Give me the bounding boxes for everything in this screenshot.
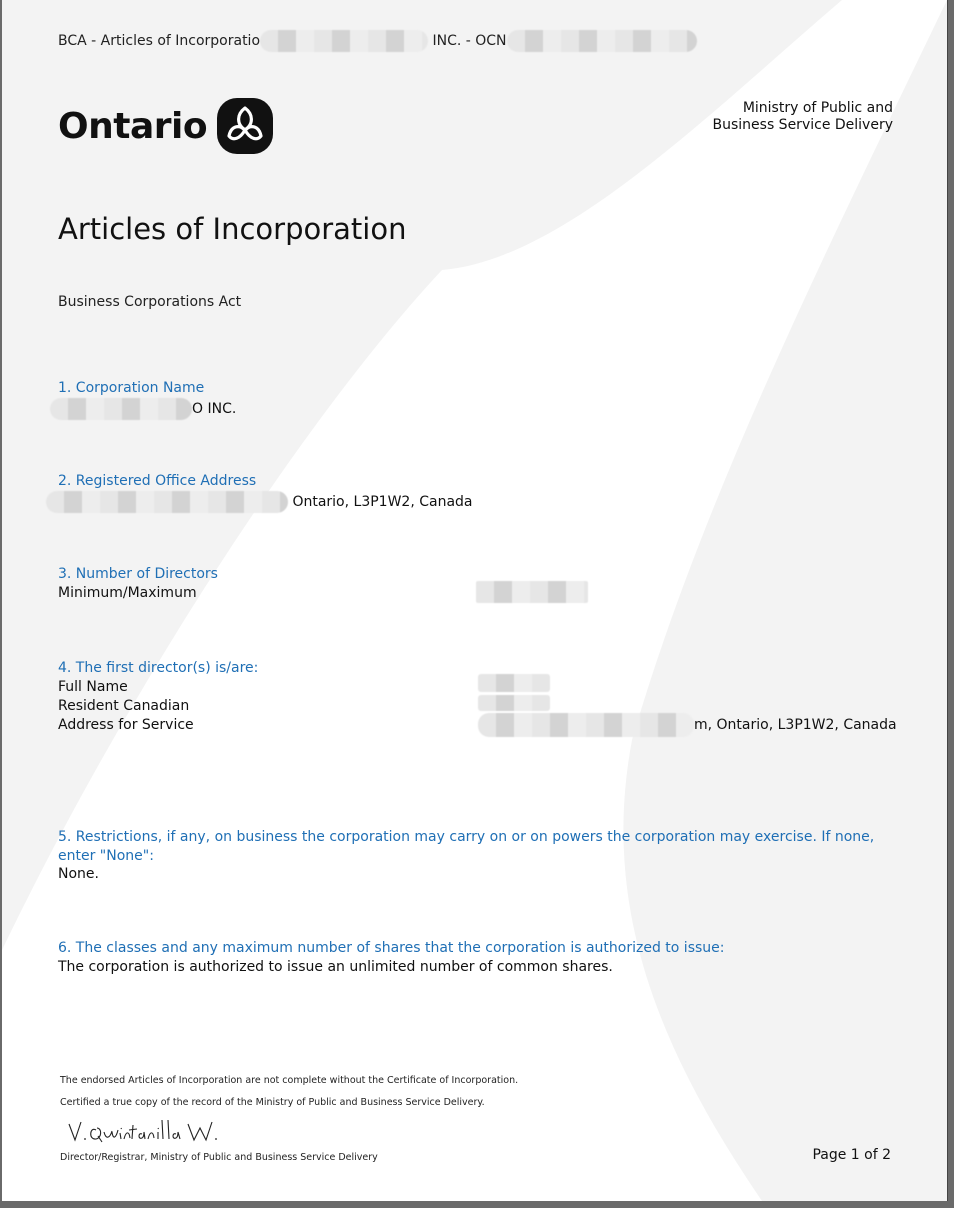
redacted-name bbox=[260, 30, 428, 52]
page-number: Page 1 of 2 bbox=[812, 1147, 891, 1163]
ontario-wordmark: Ontario bbox=[58, 105, 208, 147]
ministry-line2: Business Service Delivery bbox=[712, 117, 893, 133]
redacted-ocn bbox=[507, 30, 697, 52]
redacted-block bbox=[478, 674, 550, 692]
signatory-title: Director/Registrar, Ministry of Public and Business Service Delivery bbox=[60, 1152, 378, 1163]
redacted-block bbox=[478, 695, 550, 711]
ontario-logo bbox=[58, 98, 273, 154]
address-for-service-label: Address for Service bbox=[58, 717, 194, 733]
restrictions-value: None. bbox=[58, 866, 99, 882]
footer-note-2: Certified a true copy of the record of the Ministry of Public and Business Service Delivery. bbox=[60, 1097, 485, 1108]
resident-canadian-label: Resident Canadian bbox=[58, 698, 190, 714]
header-prefix: BCA - Articles of Incorporatio bbox=[58, 33, 261, 49]
redacted-director-count bbox=[476, 581, 588, 603]
ministry-line1: Ministry of Public and bbox=[742, 100, 893, 116]
section-6-heading: 6. The classes and any maximum number of shares that the corporation is authorized to issue: bbox=[58, 940, 725, 956]
document-header bbox=[58, 30, 697, 52]
redacted-director-address bbox=[478, 713, 694, 737]
signature-image bbox=[66, 1116, 226, 1146]
director-address-visible: m, Ontario, L3P1W2, Canada bbox=[694, 717, 897, 733]
document-title: Articles of Incorporation bbox=[58, 212, 407, 246]
redacted-address bbox=[46, 491, 288, 513]
full-name-label: Full Name bbox=[58, 679, 128, 695]
section-2-heading: 2. Registered Office Address bbox=[58, 473, 257, 489]
redacted-director-name bbox=[478, 672, 550, 692]
corporation-name bbox=[50, 398, 236, 420]
trillium-icon bbox=[217, 98, 273, 154]
shares-value: The corporation is authorized to issue an unlimited number of common shares. bbox=[58, 959, 613, 975]
section-4-heading: 4. The first director(s) is/are: bbox=[58, 660, 259, 676]
director-address bbox=[478, 713, 897, 737]
header-middle: INC. - OCN bbox=[432, 33, 507, 49]
section-1-heading: 1. Corporation Name bbox=[58, 380, 205, 396]
redacted-corp-name bbox=[50, 398, 192, 420]
corporation-name-visible: O INC. bbox=[192, 401, 237, 417]
address-visible: Ontario, L3P1W2, Canada bbox=[292, 494, 473, 510]
footer-note-1: The endorsed Articles of Incorporation are not complete without the Certificate of Incorporation. bbox=[60, 1075, 519, 1086]
section-3-heading: 3. Number of Directors bbox=[58, 566, 218, 582]
redacted-resident bbox=[478, 692, 550, 711]
ministry-name bbox=[713, 100, 894, 134]
directors-label: Minimum/Maximum bbox=[58, 585, 197, 601]
registered-office-address bbox=[46, 491, 473, 513]
section-5-heading: 5. Restrictions, if any, on business the corporation may carry on or on powers the corporation may exercise. If none, enter "None": bbox=[58, 829, 875, 864]
directors-value bbox=[476, 581, 588, 603]
document-page bbox=[2, 0, 948, 1201]
act-name: Business Corporations Act bbox=[58, 294, 242, 310]
